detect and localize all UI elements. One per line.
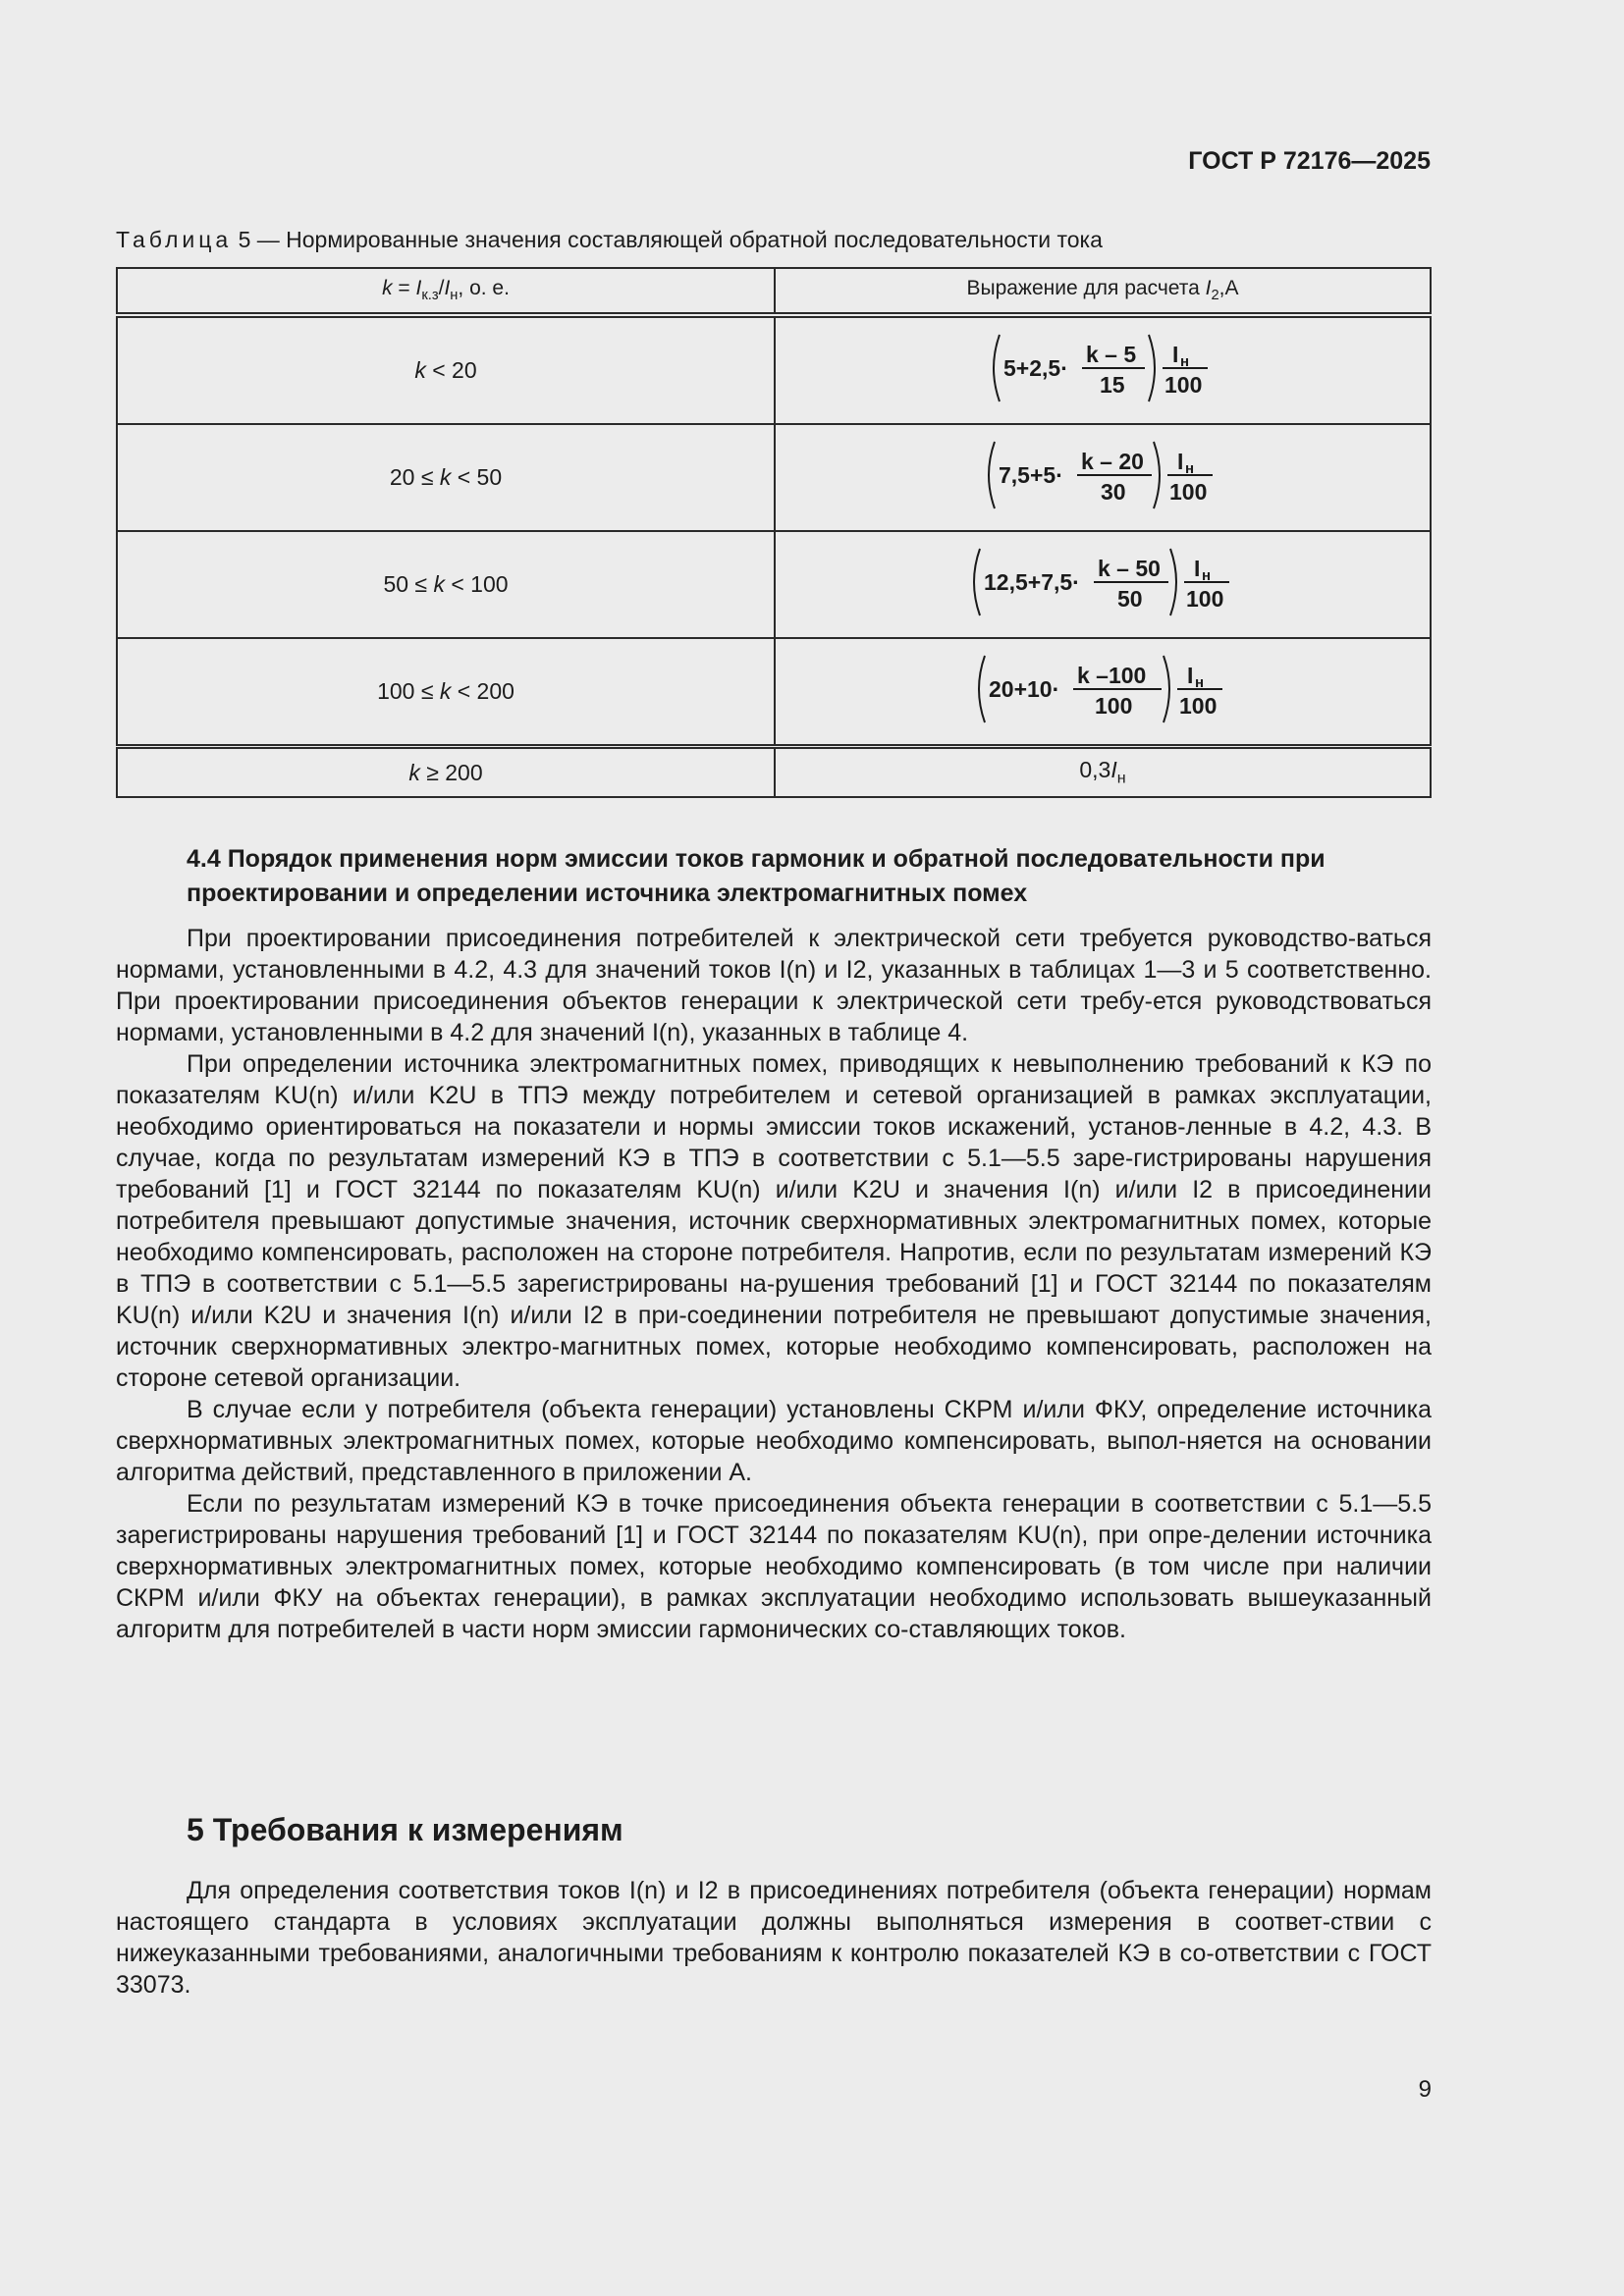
svg-text:н: н: [1185, 459, 1195, 477]
paragraph: В случае если у потребителя (объекта генерации) установлены СКРМ и/или ФКУ, определение источника сверхнормативных электромагнитных помех, которые необходимо компенсировать, выпол-няется на основании алгоритма действий, представленного в приложении А.: [116, 1396, 1432, 1486]
formula-row-1: [990, 331, 1216, 405]
formula-cell: [775, 638, 1431, 747]
svg-text:k – 50: k – 50: [1098, 555, 1161, 581]
svg-text:12,5+7,5·: 12,5+7,5·: [984, 568, 1080, 595]
svg-text:k –100: k –100: [1077, 662, 1147, 688]
formula-cell: [775, 531, 1431, 638]
paragraph: Для определения соответствия токов I(n) и I2 в присоединениях потребителя (объекта генерации) нормам настоящего стандарта в условиях эксплуатации должны выполняться измерения в соответ-ствии с нижеуказанными требованиями, аналогичными требованиям к контролю показателей КЭ в со-ответствии с ГОСТ 33073.: [116, 1877, 1432, 1999]
k-range-cell: k < 20: [117, 315, 775, 424]
table-row: [117, 315, 1431, 424]
section-5-body: [116, 1875, 1432, 2001]
svg-text:I: I: [1187, 662, 1194, 688]
table-row: [117, 747, 1431, 798]
svg-text:k – 5: k – 5: [1086, 341, 1137, 367]
table-row: [117, 531, 1431, 638]
table-row: [117, 424, 1431, 531]
formula-cell: $0,3I_н$: [775, 747, 1431, 798]
svg-text:100: 100: [1095, 692, 1133, 719]
table-row: [117, 638, 1431, 747]
svg-text:100: 100: [1179, 692, 1218, 719]
formula-cell: [775, 424, 1431, 531]
svg-text:н: н: [1202, 566, 1212, 584]
k-range-cell: 50 ≤ k < 100: [117, 531, 775, 638]
svg-text:15: 15: [1100, 371, 1125, 398]
k-range-cell: 20 ≤ k < 50: [117, 424, 775, 531]
paragraph: При определении источника электромагнитных помех, приводящих к невыполнению требований к КЭ по показателям KU(n) и/или K2U в ТПЭ между потребителем и сетевой организацией в рамках эксплуатации, необходимо ориентироваться на показатели и нормы эмиссии токов искажений, установ-ленные в 4.2, 4.3. В случае, когда по результатам измерений КЭ в ТПЭ в соответствии с 5.1—5.5 заре-гистрированы нарушения требований [1] и ГОСТ 32144 по показателям KU(n) и/или K2U и значения I(n) и/или I2 в присоединении потребителя превышают допустимые значения, источник сверхнормативных электромагнитных помех, которые необходимо компенсировать, расположен на стороне потребителя. Напротив, если по результатам измерений КЭ в ТПЭ в соответствии с 5.1—5.5 зарегистрированы на-рушения требований [1] и ГОСТ 32144 по показателям KU(n) и/или K2U и значения I(n) и/или I2 в при-соединении потребителя не превышают допустимые значения, источник сверхнормативных электро-магнитных помех, которые необходимо компенсировать, расположен на стороне сетевой организации.: [116, 1050, 1432, 1392]
table-header-row: [117, 268, 1431, 315]
table-caption: [116, 227, 1103, 253]
header-expression-column: Выражение для расчета $I_2,A$: [775, 268, 1431, 315]
paragraph: Если по результатам измерений КЭ в точке присоединения объекта генерации в соответствии с 5.1—5.5 зарегистрированы нарушения требований [1] и ГОСТ 32144 по показателям KU(n), при опре-делении источника сверхнормативных электромагнитных помех, которые необходимо компенсировать (в том числе при наличии СКРМ и/или ФКУ на объектах генерации), в рамках эксплуатации необходимо использовать вышеуказанный алгоритм для потребителей в части норм эмиссии гармонических со-ставляющих токов.: [116, 1490, 1432, 1643]
header-k-column: $k = I_{к.з}/I_н$, о. е.: [117, 268, 775, 315]
k-range-cell: k ≥ 200: [117, 747, 775, 798]
table-caption-text: 5 — Нормированные значения составляющей обратной последовательности тока: [232, 227, 1103, 252]
formula-row-2: [985, 438, 1220, 512]
section-4-4-body: [116, 923, 1432, 1645]
svg-text:I: I: [1194, 555, 1201, 581]
svg-text:20+10·: 20+10·: [989, 675, 1060, 702]
formula-row-3: [970, 545, 1235, 619]
svg-text:н: н: [1195, 673, 1205, 691]
page-number: 9: [1418, 2076, 1432, 2103]
formula-row-4: [975, 652, 1230, 726]
table-5: [116, 267, 1432, 798]
section-5-title: 5 Требования к измерениям: [187, 1812, 623, 1847]
svg-text:н: н: [1180, 352, 1190, 370]
paragraph: При проектировании присоединения потребителей к электрической сети требуется руководство-ваться нормами, установленными в 4.2, 4.3 для значений токов I(n) и I2, указанных в таблицах 1—3 и 5 соответственно. При проектировании присоединения объектов генерации к электрической сети требу-ется руководствоваться нормами, установленными в 4.2 для значений I(n), указанных в таблице 4.: [116, 925, 1432, 1046]
svg-text:I: I: [1177, 448, 1184, 474]
svg-text:100: 100: [1186, 585, 1224, 612]
table-caption-label: Таблица: [116, 227, 233, 252]
svg-text:I: I: [1172, 341, 1179, 367]
svg-text:50: 50: [1117, 585, 1143, 612]
document-header: ГОСТ Р 72176—2025: [1188, 147, 1431, 175]
svg-text:k – 20: k – 20: [1081, 448, 1144, 474]
section-4-4-title: 4.4 Порядок применения норм эмиссии токов гармоник и обратной последовательности при проектировании и определении источника электромагнитных помех: [187, 845, 1326, 907]
formula-cell: [775, 315, 1431, 424]
k-range-cell: 100 ≤ k < 200: [117, 638, 775, 747]
svg-text:5+2,5·: 5+2,5·: [1003, 354, 1068, 381]
svg-text:7,5+5·: 7,5+5·: [999, 461, 1063, 488]
svg-text:30: 30: [1101, 478, 1126, 505]
svg-text:100: 100: [1169, 478, 1208, 505]
svg-text:100: 100: [1164, 371, 1203, 398]
